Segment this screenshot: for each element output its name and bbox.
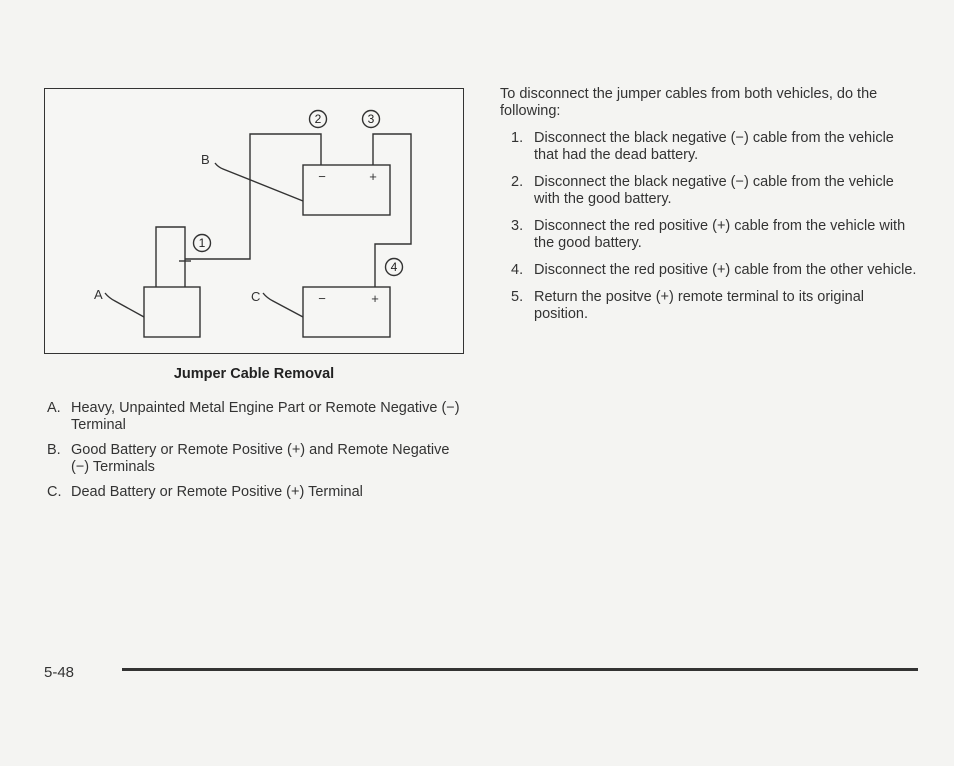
legend-text: Heavy, Unpainted Metal Engine Part or Remote Negative (−) Terminal <box>71 400 460 433</box>
figure-caption: Jumper Cable Removal <box>173 366 335 382</box>
legend-text: Dead Battery or Remote Positive (+) Terminal <box>71 484 363 500</box>
legend-key: C. <box>47 484 62 500</box>
dead-battery-negative-symbol: − <box>318 291 326 306</box>
diagram-svg <box>45 89 465 355</box>
instructions-section <box>500 86 920 333</box>
figure-legend <box>47 400 467 509</box>
legend-key: B. <box>47 442 61 458</box>
label-a: A <box>94 287 103 302</box>
legend-item-b <box>47 442 467 476</box>
callout-2: 2 <box>314 112 322 126</box>
legend-key: A. <box>47 400 61 416</box>
footer-rule <box>122 668 918 671</box>
good-battery-positive-symbol: + <box>369 169 377 184</box>
callout-4: 4 <box>390 260 398 274</box>
step-number: 2. <box>511 174 524 190</box>
jumper-cable-diagram <box>44 88 464 354</box>
legend-item-a <box>47 400 467 434</box>
instructions-intro: To disconnect the jumper cables from both vehicles, do the following: <box>500 86 878 119</box>
step-number: 3. <box>511 218 524 234</box>
step-text: Return the positve (+) remote terminal to its original position. <box>534 289 865 322</box>
step-5 <box>500 289 920 323</box>
step-text: Disconnect the black negative (−) cable from the vehicle that had the dead battery. <box>534 130 894 163</box>
leader-line-a <box>105 293 144 317</box>
page-number: 5-48 <box>44 664 75 681</box>
legend-item-c <box>47 484 467 501</box>
step-text: Disconnect the red positive (+) cable from the vehicle with the good battery. <box>534 218 906 251</box>
engine-part <box>144 287 200 337</box>
label-b: B <box>201 152 210 167</box>
step-number: 1. <box>511 130 524 146</box>
callout-1: 1 <box>198 236 206 250</box>
step-number: 5. <box>511 289 524 305</box>
step-2 <box>500 174 920 208</box>
leader-line-b <box>215 163 303 201</box>
label-c: C <box>251 289 261 304</box>
good-battery <box>303 165 390 215</box>
step-text: Disconnect the red positive (+) cable from the other vehicle. <box>534 262 917 278</box>
step-text: Disconnect the black negative (−) cable from the vehicle with the good battery. <box>534 174 894 207</box>
engine-ground-post <box>156 227 185 287</box>
callout-3: 3 <box>367 112 375 126</box>
instructions-steps <box>500 130 920 323</box>
dead-battery-positive-symbol: + <box>371 291 379 306</box>
good-battery-negative-symbol: − <box>318 169 326 184</box>
step-1 <box>500 130 920 164</box>
step-4 <box>500 262 920 279</box>
step-3 <box>500 218 920 252</box>
step-number: 4. <box>511 262 524 278</box>
legend-text: Good Battery or Remote Positive (+) and Remote Negative (−) Terminals <box>71 442 450 475</box>
leader-line-c <box>263 293 303 317</box>
